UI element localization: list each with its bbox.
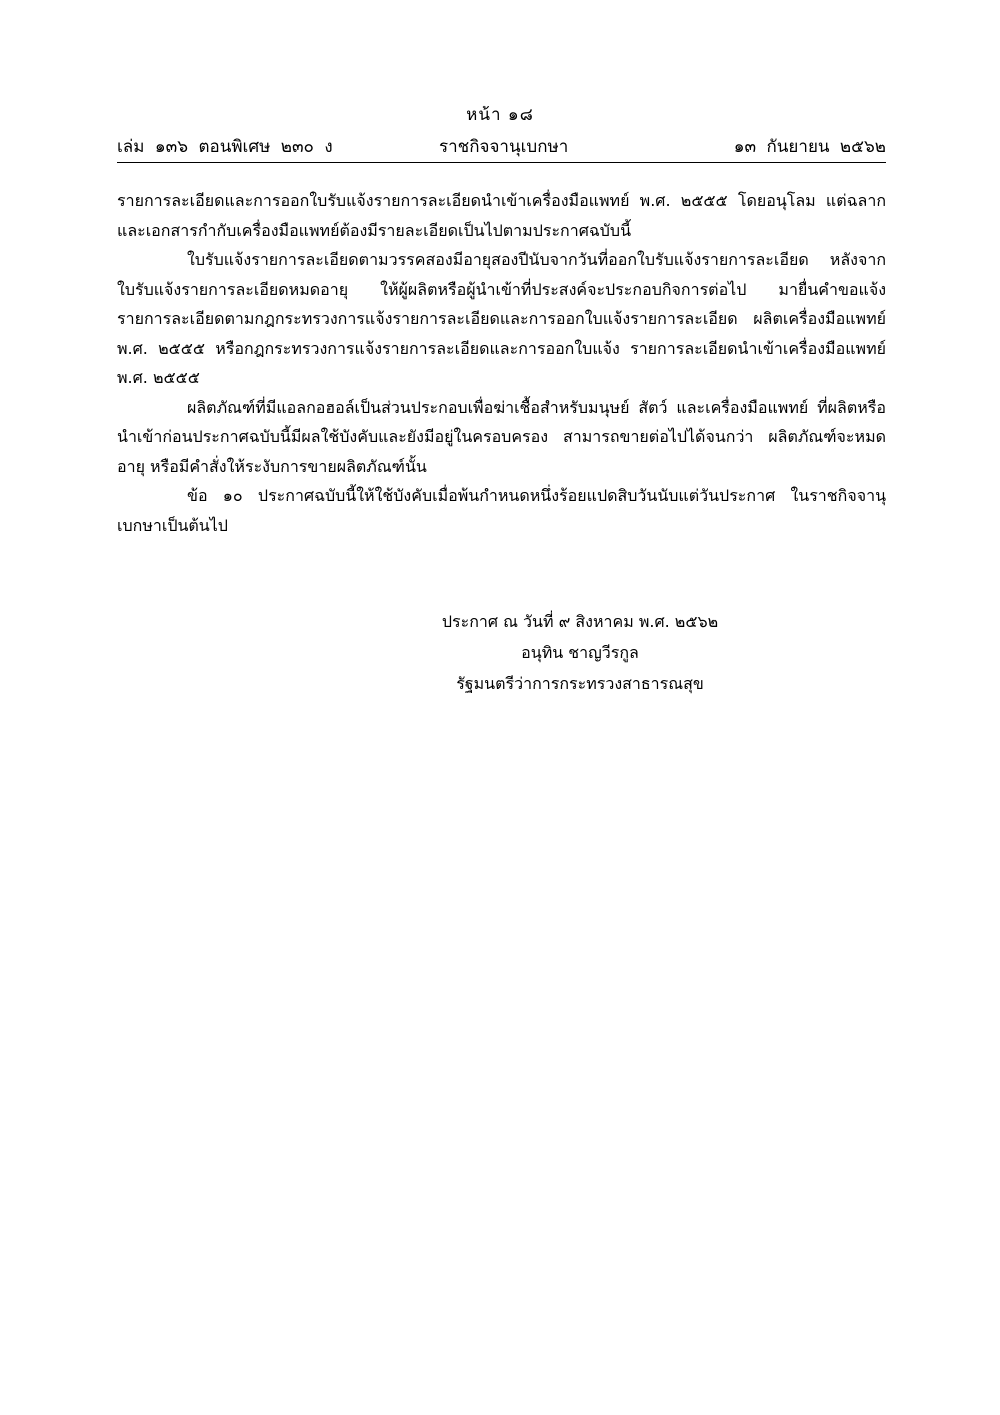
page-number: หน้า ๑๘ xyxy=(466,105,534,125)
header-divider xyxy=(117,162,886,163)
gazette-header xyxy=(117,136,886,158)
signatory-position: รัฐมนตรีว่าการกระทรวงสาธารณสุข xyxy=(456,674,704,693)
paragraph-continuation: รายการละเอียดและการออกใบรับแจ้งรายการละเอียดนำเข้าเครื่องมือแพทย์ พ.ศ. ๒๕๕๕ โดยอนุโลม แต่ฉลากและเอกสารกำกับเครื่องมือแพทย์ต้องมีรายละเอียดเป็นไปตามประกาศฉบับนี้ xyxy=(117,191,886,240)
signature-block xyxy=(380,606,780,699)
publication-date: ๑๓ กันยายน ๒๕๖๒ xyxy=(733,137,886,157)
publication-name: ราชกิจจานุเบกษา xyxy=(439,137,569,157)
paragraph-clause-10: ข้อ ๑๐ ประกาศฉบับนี้ให้ใช้บังคับเมื่อพ้นกำหนดหนึ่งร้อยแปดสิบวันนับแต่วันประกาศ ในราชกิจจานุเบกษาเป็นต้นไป xyxy=(117,486,886,535)
announcement-date: ประกาศ ณ วันที่ ๙ สิงหาคม พ.ศ. ๒๕๖๒ xyxy=(441,612,719,631)
paragraph-receipt-validity: ใบรับแจ้งรายการละเอียดตามวรรคสองมีอายุสองปีนับจากวันที่ออกใบรับแจ้งรายการละเอียด หลังจากใบรับแจ้งรายการละเอียดหมดอายุ ให้ผู้ผลิตหรือผู้นำเข้าที่ประสงค์จะประกอบกิจการต่อไป มายื่นคำขอแจ้งรายการละเอียดตามกฎกระทรวงการแจ้งรายการละเอียดและการออกใบแจ้งรายการละเอียด ผลิตเครื่องมือแพทย์ พ.ศ. ๒๕๕๕ หรือกฎกระทรวงการแจ้งรายการละเอียดและการออกใบแจ้ง รายการละเอียดนำเข้าเครื่องมือแพทย์ พ.ศ. ๒๕๕๕ xyxy=(117,250,886,387)
volume-info: เล่ม ๑๓๖ ตอนพิเศษ ๒๓๐ ง xyxy=(117,137,333,157)
signatory-name: อนุทิน ชาญวีรกูล xyxy=(521,643,639,662)
paragraph-alcohol-products: ผลิตภัณฑ์ที่มีแอลกอฮอล์เป็นส่วนประกอบเพื่อฆ่าเชื้อสำหรับมนุษย์ สัตว์ และเครื่องมือแพทย์ ที่ผลิตหรือนำเข้าก่อนประกาศฉบับนี้มีผลใช้บังคับและยังมีอยู่ในครอบครอง สามารถขายต่อไปได้จนกว่า ผลิตภัณฑ์จะหมดอายุ หรือมีคำสั่งให้ระงับการขายผลิตภัณฑ์นั้น xyxy=(117,397,886,476)
document-body xyxy=(117,186,886,540)
